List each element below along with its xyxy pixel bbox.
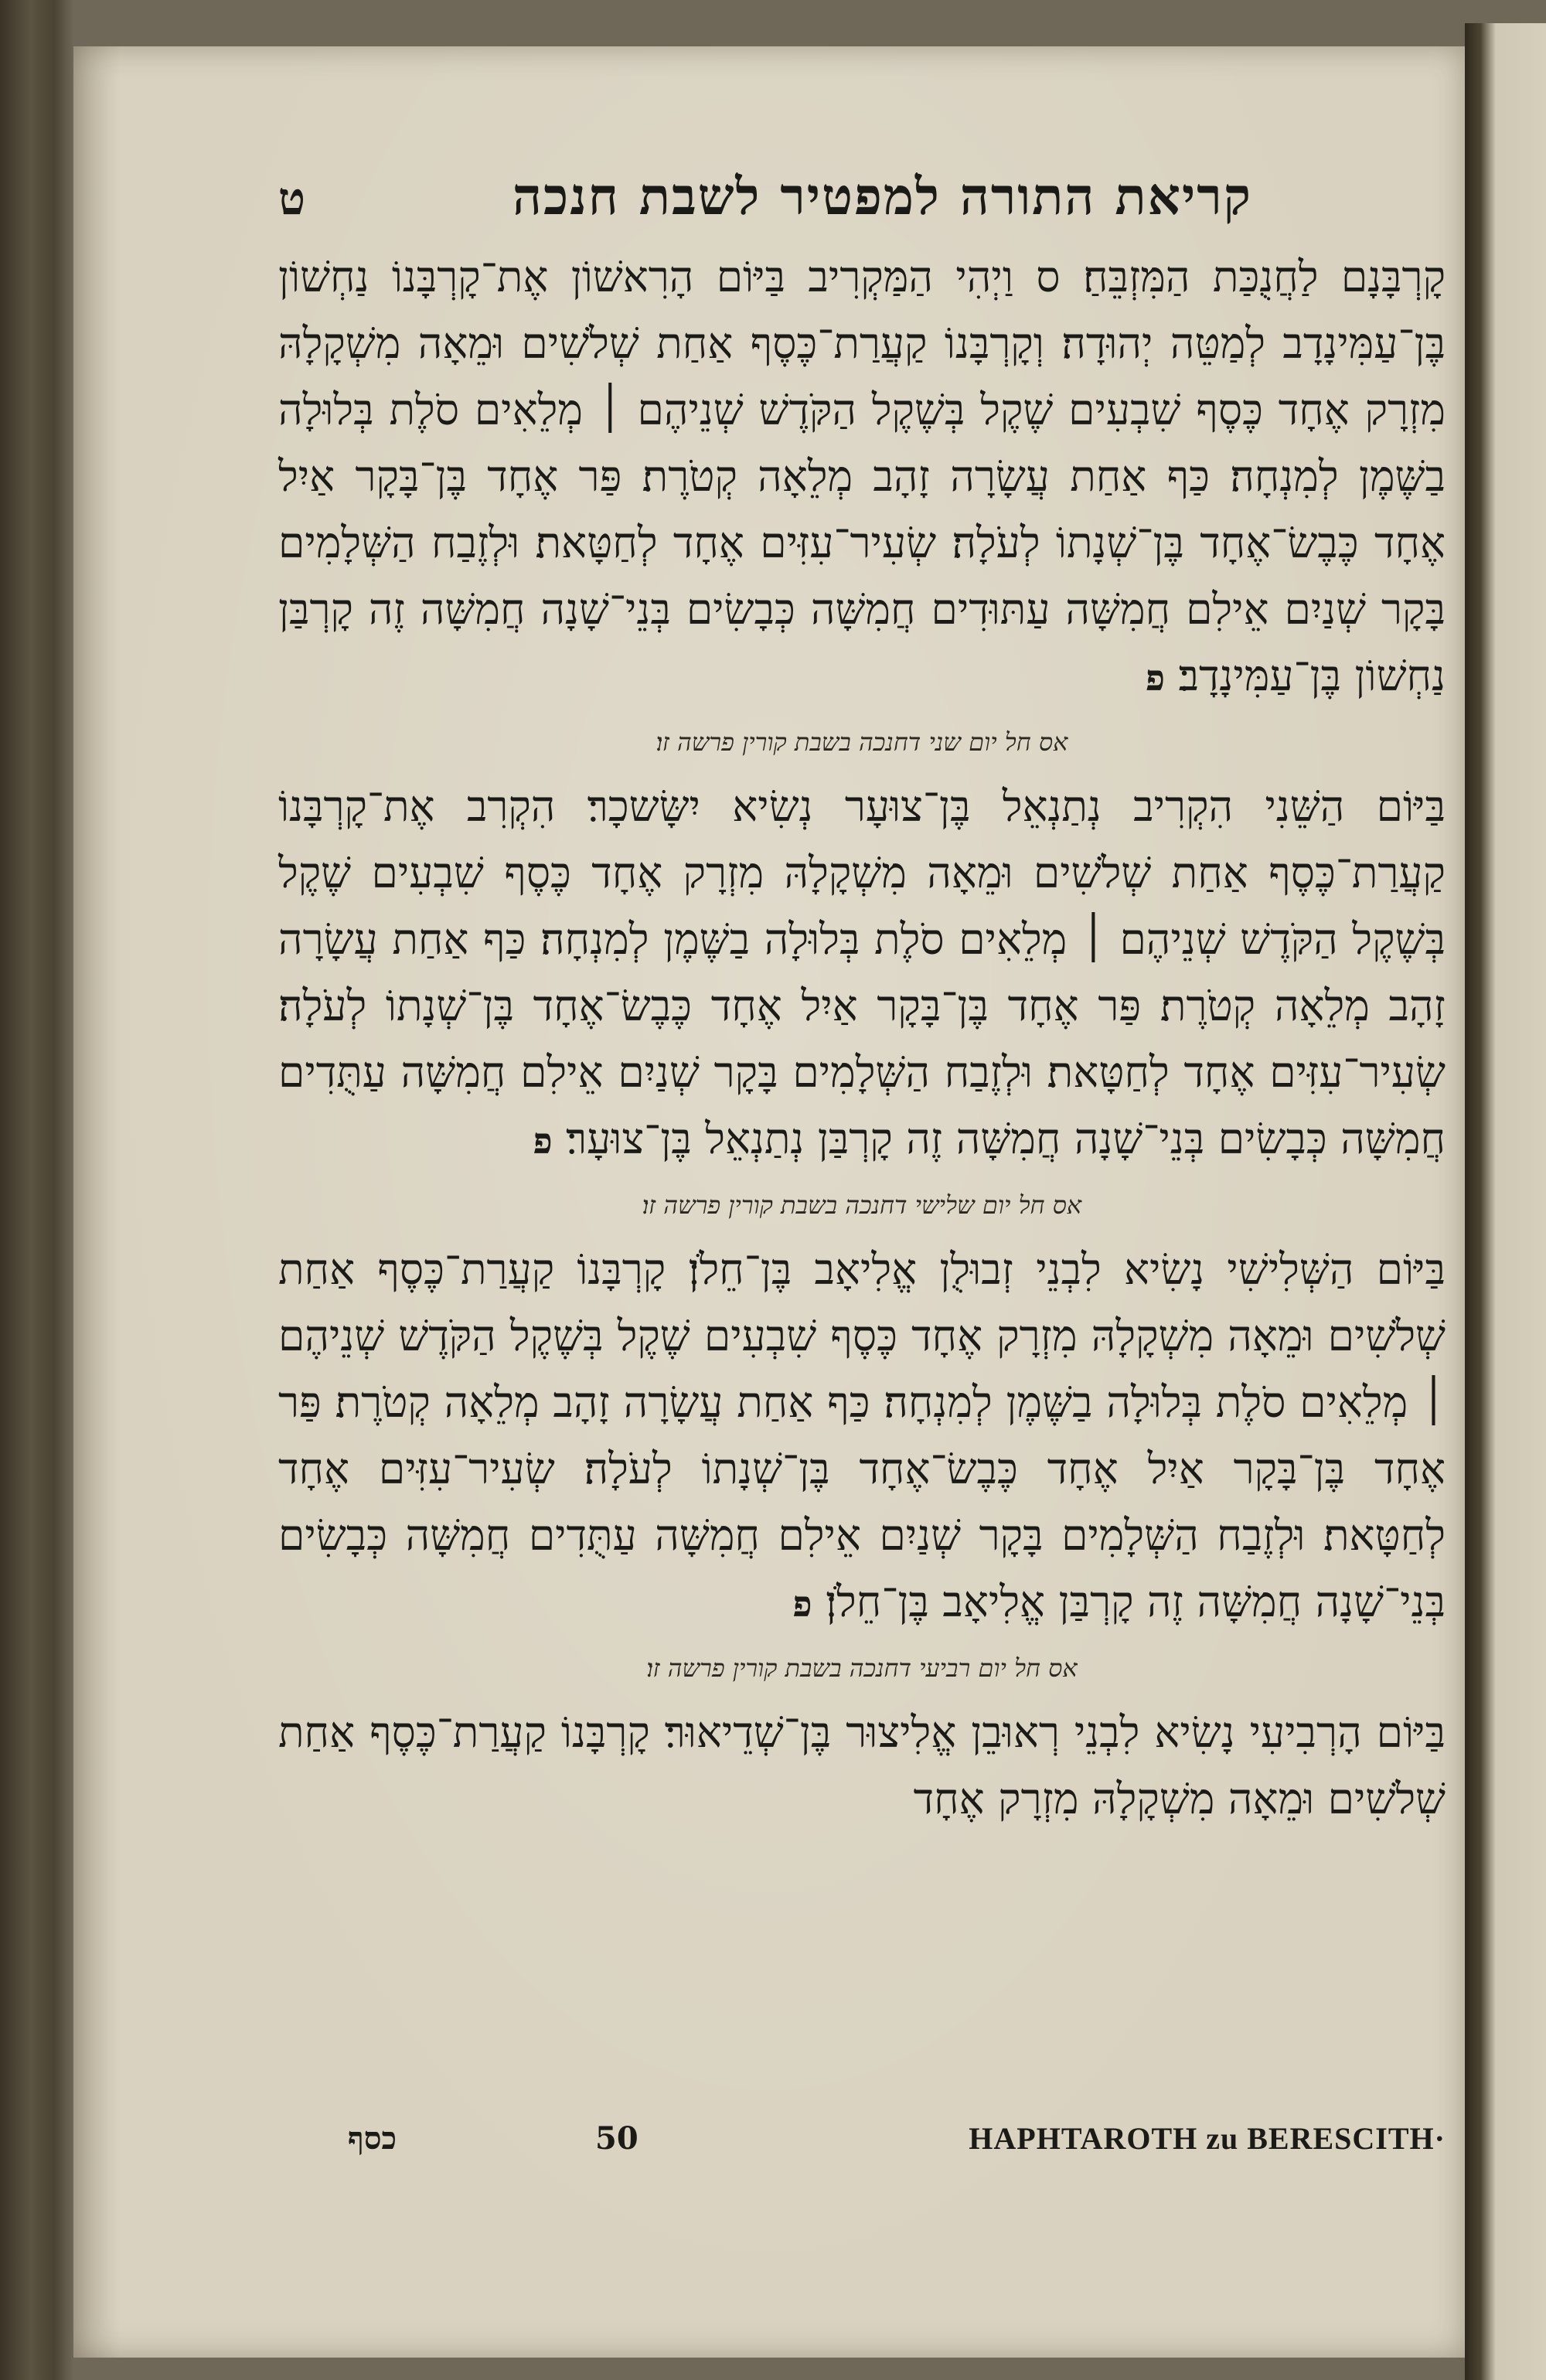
rubric-note: אס חל יום שלישי דחנכה בשבת קורין פרשה זו׃ <box>642 1190 1082 1220</box>
facing-page-edge <box>1465 23 1546 2380</box>
reading-paragraph-3 <box>278 1236 1446 1637</box>
main-text-column <box>278 158 1446 1832</box>
reading-paragraph-4 <box>278 1699 1446 1832</box>
paragraph-text: בַּיּוֹם הַשֵּׁנִי הִקְרִיב נְתַנְאֵל בֶּן־צוּעָר נְשִׂיא יִשָּׂשכָר׃ הִקְרִב אֶת־קָרְבָּנוֹ קַעֲרַת־כֶּסֶף אַחַת שְׁלֹשִׁים וּמֵאָה מִשְׁקָלָהּ מִזְרָק אֶחָד כֶּסֶף שִׁבְעִים שֶׁקֶל בְּשֶׁקֶל הַקֹּדֶשׁ שְׁנֵיהֶם ׀ מְלֵאִים סֹלֶת בְּלוּלָה בַשֶּׁמֶן לְמִנְחָה׃ כַּף אַחַת עֲשָׂרָה זָהָב מְלֵאָה קְטֹרֶת׃ פַּר אֶחָד בֶּן־בָּקָר אַיִל אֶחָד כֶּבֶשׂ־אֶחָד בֶּן־שְׁנָתוֹ לְעֹלָה׃ שְׂעִיר־עִזִּים אֶחָד לְחַטָּאת׃ וּלְזֶבַח הַשְּׁלָמִים בָּקָר שְׁנַיִם אֵילִם חֲמִשָּׁה עַתֻּדִים חֲמִשָּׁה כְּבָשִׂים בְּנֵי־שָׁנָה חֲמִשָּׁה זֶה קָרְבַּן נְתַנְאֵל בֶּן־צוּעָר׃ <box>278 781 1446 1163</box>
parashah-mark: פ <box>1145 657 1165 699</box>
paragraph-text: קָרְבָּנָם לַחֲנֻכַּת הַמִּזְבֵּחַ׃ ס וַיְהִי הַמַּקְרִיב בַּיּוֹם הָרִאשׁוֹן אֶת־קָרְבָּנוֹ נַחְשׁוֹן בֶּן־עַמִּינָדָב לְמַטֵּה יְהוּדָה׃ וְקָרְבָּנוֹ קַעֲרַת־כֶּסֶף אַחַת שְׁלֹשִׁים וּמֵאָה מִשְׁקָלָהּ מִזְרָק אֶחָד כֶּסֶף שִׁבְעִים שֶׁקֶל בְּשֶׁקֶל הַקֹּדֶשׁ שְׁנֵיהֶם ׀ מְלֵאִים סֹלֶת בְּלוּלָה בַשֶּׁמֶן לְמִנְחָה׃ כַּף אַחַת עֲשָׂרָה זָהָב מְלֵאָה קְטֹרֶת׃ פַּר אֶחָד בֶּן־בָּקָר אַיִל אֶחָד כֶּבֶשׂ־אֶחָד בֶּן־שְׁנָתוֹ לְעֹלָה׃ שְׂעִיר־עִזִּים אֶחָד לְחַטָּאת׃ וּלְזֶבַח הַשְּׁלָמִים בָּקָר שְׁנַיִם אֵילִם חֲמִשָּׁה עַתּוּדִים חֲמִשָּׁה כְּבָשִׂים בְּנֵי־שָׁנָה חֲמִשָּׁה זֶה קָרְבַּן נַחְשׁוֹן בֶּן־עַמִּינָדָב׃ <box>278 252 1446 700</box>
page-footer <box>278 2116 1446 2171</box>
folio-letter: ט <box>278 172 308 225</box>
running-footer-title: HAPHTAROTH zu BERESCITH· <box>969 2121 1446 2156</box>
reading-paragraph-1 <box>278 243 1446 711</box>
running-header <box>278 158 1446 243</box>
parashah-mark: פ <box>792 1583 812 1625</box>
parashah-mark: פ <box>533 1120 553 1162</box>
header-title: קריאת התורה למפטיר לשבת חנכה <box>512 166 1252 226</box>
paragraph-text: בַּיּוֹם הָרְבִיעִי נָשִׂיא לִבְנֵי רְאוּבֵן אֱלִיצוּר בֶּן־שְׁדֵיאוּר׃ קָרְבָּנוֹ קַעֲרַת־כֶּסֶף אַחַת שְׁלֹשִׁים וּמֵאָה מִשְׁקָלָהּ מִזְרָק אֶחָד <box>278 1708 1446 1823</box>
reading-paragraph-2 <box>278 773 1446 1174</box>
rubric-note: אס חל יום רביעי דחנכה בשבת קורין פרשה זו׃ <box>646 1653 1078 1683</box>
rubric-note: אס חל יום שני דחנכה בשבת קורין פרשה זו׃ <box>656 727 1068 757</box>
catchword: כסף <box>348 2120 397 2157</box>
page-number: 50 <box>595 2120 638 2157</box>
paragraph-text: בַּיּוֹם הַשְּׁלִישִׁי נָשִׂיא לִבְנֵי זְבוּלֻן אֱלִיאָב בֶּן־חֵלֹן׃ קָרְבָּנוֹ קַעֲרַת־כֶּסֶף אַחַת שְׁלֹשִׁים וּמֵאָה מִשְׁקָלָהּ מִזְרָק אֶחָד כֶּסֶף שִׁבְעִים שֶׁקֶל בְּשֶׁקֶל הַקֹּדֶשׁ שְׁנֵיהֶם ׀ מְלֵאִים סֹלֶת בְּלוּלָה בַשֶּׁמֶן לְמִנְחָה׃ כַּף אַחַת עֲשָׂרָה זָהָב מְלֵאָה קְטֹרֶת׃ פַּר אֶחָד בֶּן־בָּקָר אַיִל אֶחָד כֶּבֶשׂ־אֶחָד בֶּן־שְׁנָתוֹ לְעֹלָה׃ שְׂעִיר־עִזִּים אֶחָד לְחַטָּאת׃ וּלְזֶבַח הַשְּׁלָמִים בָּקָר שְׁנַיִם אֵילִם חֲמִשָּׁה עַתֻּדִים חֲמִשָּׁה כְּבָשִׂים בְּנֵי־שָׁנָה חֲמִשָּׁה זֶה קָרְבַּן אֱלִיאָב בֶּן־חֵלֹן׃ <box>278 1244 1446 1626</box>
